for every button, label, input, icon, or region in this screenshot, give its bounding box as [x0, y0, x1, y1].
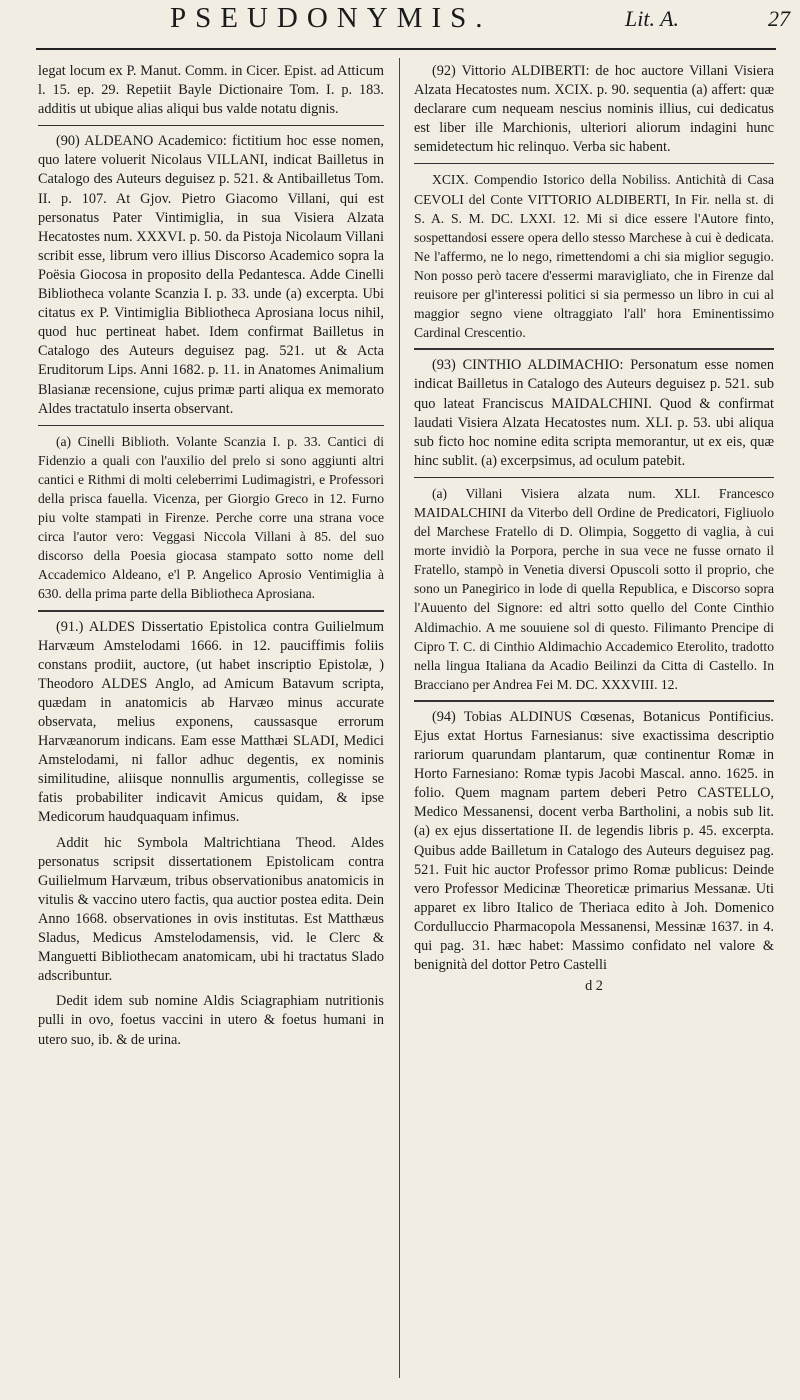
- entry-91: (91.) ALDES Dissertatio Epistolica contra Guilielmum Harvæum Amstelodami 1666. in 12. pauciffimis foliis constans prodiit, auctore, (ut habet inscriptio Epistolæ, ) Theodoro ALDES Anglo, ad Amicum Batavum scripta, quædam in anatomicis ab Harvæo minus accurate observata, melius exponens, caussasque errorum Harvæanorum indicans. Eam esse Matthæi SLADI, Medici Amstelodami, ni fallor adhuc degentis, ex nominis similitudine, aliisque nonnullis argumentis, collegisse se fatis probabiliter indicavit Amicus quidam, & ipse Medicorum haudquaquam infimus.: [38, 618, 384, 826]
- footnote-rule: [414, 163, 774, 164]
- running-header: [0, 0, 800, 58]
- section-rule: [414, 700, 774, 702]
- intro-paragraph: legat locum ex P. Manut. Comm. in Cicer. Epist. ad Atticum l. 15. ep. 29. Repetiit Bayle Dictionaire Tom. I. p. 183. additis ut ubique alias aliqui bus valde notatu dignis.: [38, 63, 384, 118]
- footnote-92: XCIX. Compendio Istorico della Nobiliss. Antichità di Casa CEVOLI del Conte VITTORIO ALDIBERTI, In Fir. nella st. di S. A. S. M. DC. LXXI. 12. Mi si dice essere l'Autore finto, sospettandosi essere opera dello stesso Marchese à cui è dedicata. Ne l'affermo, ne lo nego, rimettendomi a chi sia miglior segugio. Non posso però tacere d'essermi maravigliato, che in Firenze dal reuisore per gl'interessi politici si sia permesso un libro in cui al maggior segno viene oltraggiato l'all' hora Eminentissimo Cardinal Crescentio.: [414, 172, 774, 341]
- section-rule: [414, 348, 774, 350]
- right-column: [414, 62, 774, 996]
- entry-91-dedit: Dedit idem sub nomine Aldis Sciagraphiam nutritionis pulli in ovo, foetus vaccini in utero & foetus humani in utero suo, ib. & de urina.: [38, 993, 384, 1048]
- footnote-rule: [414, 477, 774, 478]
- section-marker: Lit. A.: [625, 6, 680, 31]
- entry-93: (93) CINTHIO ALDIMACHIO: Personatum esse nomen indicat Bailletus in Catalogo des Auteurs deguisez p. 521. sub quo lateat Franciscus MAIDALCHINI. Quod & confirmat laudati Visiera Alzata Hecatostes num. XLI. p. 53. ubi aliqua sub ficto hoc nomine edita scripta memorantur, ut ex eis, quæ hinc sublit. (a) excerpsimus, ad oculum patebit.: [414, 357, 774, 469]
- entry-94: (94) Tobias ALDINUS Cœsenas, Botanicus Pontificius. Ejus extat Hortus Farnesianus: sive exactissima descriptio rariorum quarundam plantarum, quæ continentur Romæ in Horto Farnesiano: Romæ typis Jacobi Mascal. anno. 1625. in folio. Quem magnam partem deberi Petro CASTELLO, Medico Messanensi, docent verba Bartholini, a nobis sub lit. (a) ex ejus dissertatione II. de legendis libris p. 45. excerpta. Quibus adde Bailletum in Catalogo des Auteurs deguisez pag. 521. Fuit hic auctor Professor primo Romæ publicus: Deinde vero Professor Medicinæ Theoreticæ primarius Messanæ. Uti apparet ex libro Italico de Theriaca edito à Joh. Domenico Cordulluccio Pharmacopola Messanensi, Messinæ 1637. in 4. qui pag. 31. hæc habet: Massimo confidato nel valore & benignità del dottor Petro Castelli: [414, 708, 774, 974]
- column-divider: [399, 58, 400, 1378]
- entry-90: (90) ALDEANO Academico: fictitium hoc esse nomen, quo latere voluerit Nicolaus VILLANI, indicat Bailletus in Catalogo des Auteurs deguisez p. 521. & Antibailletus Tom. II. p. 107. At Gjov. Pietro Giacomo Villani, qui est personatus Pater Vintimiglia, in sua Visiera Alzata Hecatostes num. XXXVI. p. 50. da Pistoja Nicolaum Villani scribit esse, librum vero illius Discorso Academico sopra la Poësia Giocosa in proposito della Pedantesca. Adde Cinelli Bibliotheca volante Scanzia I. p. 33. unde (a) excerpta. Ubi citatus ex P. Vintimiglia Bibliotheca Aprosiana locus nihil, quod huc pertineat habet. Idem confirmat Bailletus in Catalogo des Auteurs deguisez pag. 521. ut & Acta Eruditorum Lips. Anni 1682. p. 11. in Anatomes Animalium Blasianæ recensione, cujus primæ parti aliqua ex memorato Aldes tractatulo inserta observant.: [38, 133, 384, 417]
- running-title: PSEUDONYMIS.: [170, 2, 492, 34]
- header-rule: [36, 48, 776, 50]
- entry-91-addit: Addit hic Symbola Maltrichtiana Theod. Aldes personatus scripsit dissertationem Epistolicam contra Guilielmum Harvæum, tribus observationibus anatomicis in vitulis & vaccino utero factis, qua auctior postea edita. Dein Anno 1668. observationes in ovis institutas. Est Matthæus Sladus, Medicus Amstelodamensis, vid. le Clerc & Manguetti Bibliothecam anatomicam, ubi hi tractatus Slado adscribuntur.: [38, 834, 384, 985]
- left-column: [38, 62, 384, 1050]
- page-number: 27: [768, 6, 790, 31]
- footnote-90: (a) Cinelli Biblioth. Volante Scanzia I. p. 33. Cantici di Fidenzio a quali con l'auxilio del prelo si sono aggiunti altri cantici e Rithmi di molti celeberrimi Ludimagistri, e Professori della prisca fauella. Vicenza, per Giorgio Greco in 12. Furno piu volte stampati in Firenze. Perche corre una strana voce circa l'autor vero: Veggasi Niccola Villani à 85. del suo discorso della Poesia giocasa stampato sotto nome dell Accademico Aldeano, e'l P. Angelico Aprosio Ventimiglia à 630. della prima parte della Bibliotheca Aprosiana.: [38, 433, 384, 602]
- entry-92: (92) Vittorio ALDIBERTI: de hoc auctore Villani Visiera Alzata Hecatostes num. XCIX. p. 90. sequentia (a) affert: quæ declarare cum nequeam nescius nominis illius, cui dedicatus est liber ille Marchionis, ulteriori aliorum indagini hunc semidetectum hic relinquo. Verba sic habent.: [414, 63, 774, 156]
- footnote-93: (a) Villani Visiera alzata num. XLI. Francesco MAIDALCHINI da Viterbo dell Ordine de Predicatori, Figliuolo del Marchese Fratello di D. Olimpia, Soggetto di vaglia, à cui morte invidiò la Porpora, perche in sua vece ne fusse ornato il Fratello, stampò in Venetia diversi Opuscoli sotto il proprio, che sono un Panegirico in lode di quella Republica, e Discorso sopra l'Auuento del Signore: ed altri sotto quello del Conte Cinthio Aldimachio. A me souuiene sol di questo. Filimanto Prencipe di Cipro T. C. di Cinthio Aldimachio Accademico Eterolito, tradotto nella lingua Italiana da Acadio Beilinzi da Citta di Castello. In Bracciano per Andrea Fei M. DC. XXXVIII. 12.: [414, 485, 774, 692]
- section-rule: [38, 125, 384, 126]
- signature-mark: d 2: [585, 978, 603, 995]
- section-rule: [38, 610, 384, 612]
- footnote-rule: [38, 425, 384, 426]
